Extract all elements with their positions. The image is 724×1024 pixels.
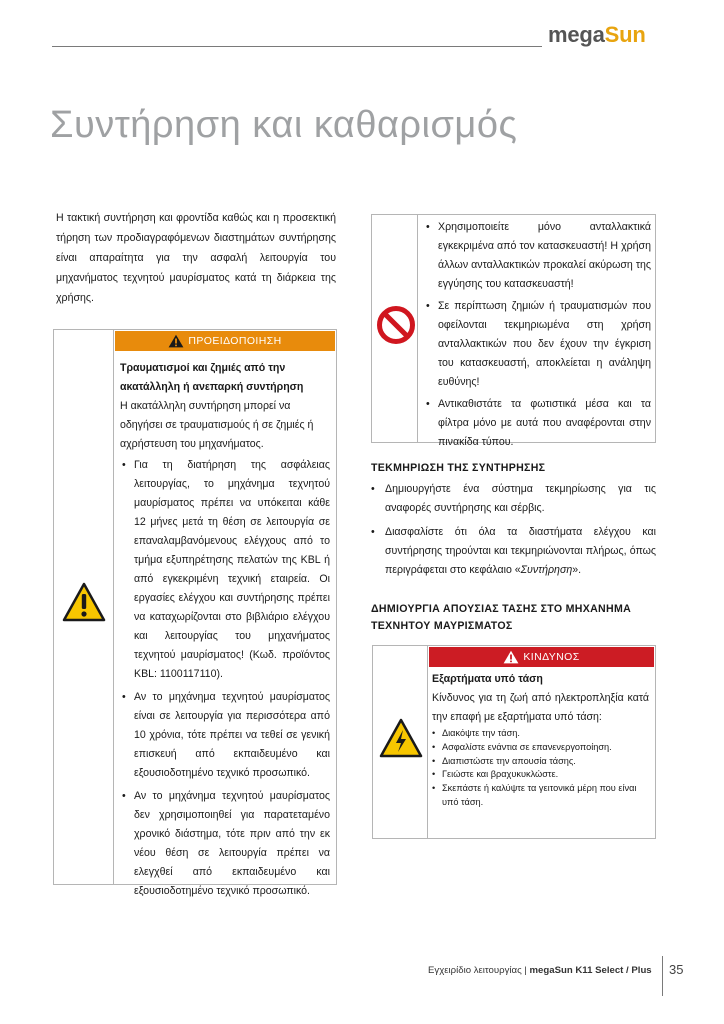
- header-rule: [52, 46, 542, 47]
- danger-header-bar: [429, 647, 654, 667]
- warning-icon-column: [54, 330, 114, 884]
- warning-small-icon: [168, 334, 184, 348]
- warning-body: [114, 351, 336, 901]
- warning-header-bar: [115, 331, 335, 351]
- prohibition-sign-icon: [376, 305, 416, 345]
- list-item: • Χρησιμοποιείτε μόνο ανταλλακτικά εγκεκριμένα από τον κατασκευαστή! Η χρήση άλλων ανταλλακτικών προκαλεί ακύρωση της εγγύησης του κατασκευαστή!: [424, 218, 651, 294]
- danger-small-icon: [503, 650, 519, 664]
- high-voltage-icon: [379, 718, 423, 758]
- list-item: • Γειώστε και βραχυκυκλώστε.: [432, 768, 649, 782]
- danger-content: [428, 646, 655, 810]
- warning-list: [120, 456, 330, 901]
- footer-text: [428, 965, 652, 976]
- intro-paragraph: Η τακτική συντήρηση και φροντίδα καθώς και η προσεκτική τήρηση των προδιαγραφόμενων διαστημάτων συντήρησης είναι απαραίτητα για την ασφαλή λειτουργία του μηχανήματος τεχνητού μαυρίσματος κατά τη διάρκεια της χρήσης.: [56, 212, 336, 304]
- maintenance-chapter-reference: Συντήρηση: [520, 564, 573, 576]
- danger-header-label: ΚΙΝΔΥΝΟΣ: [523, 651, 580, 663]
- list-item: • Διακόψτε την τάση.: [432, 727, 649, 741]
- list-item: • Σε περίπτωση ζημιών ή τραυματισμών που οφείλονται τεκμηριωμένα στη χρήση ανταλλακτικών που δεν έχουν την έγκριση του κατασκευαστή, αποκλείεται η ανάληψη ευθύνης!: [424, 297, 651, 392]
- list-item: • Αν το μηχάνημα τεχνητού μαυρίσματος δεν χρησιμοποιηθεί για παρατεταμένο χρονικό διάστημα, τότε πριν από την εκ νέου θέση σε λειτουργία πρέπει να ελεγχθεί από εκπαιδευμένο και εξουσιοδοτημένο τεχνικό προσωπικό.: [120, 787, 330, 901]
- logo-text-mega: mega: [548, 22, 605, 47]
- warning-text: Η ακατάλληλη συντήρηση μπορεί να οδηγήσει σε τραυματισμούς ή σε ζημιές ή αχρήστευση του μηχανήματος.: [120, 400, 314, 450]
- warning-header-label: ΠΡΟΕΙΔΟΠΟΙΗΣΗ: [188, 335, 282, 347]
- list-item: • Ασφαλίστε ενάντια σε επανενεργοποίηση.: [432, 741, 649, 755]
- page-title: Συντήρηση και καθαρισμός: [50, 104, 518, 146]
- danger-list: [432, 727, 649, 810]
- documentation-heading: ΤΕΚΜΗΡΙΩΣΗ ΤΗΣ ΣΥΝΤΗΡΗΣΗΣ: [371, 462, 546, 474]
- danger-body: [428, 667, 655, 810]
- warning-triangle-icon: [62, 582, 106, 622]
- disconnect-heading: ΔΗΜΙΟΥΡΓΙΑ ΑΠΟΥΣΙΑΣ ΤΑΣΗΣ ΣΤΟ ΜΗΧΑΝΗΜΑ ΤΕΧΝΗΤΟΥ ΜΑΥΡΙΣΜΑΤΟΣ: [371, 603, 632, 632]
- documentation-list: [371, 480, 656, 585]
- prohibition-list: [424, 218, 651, 452]
- list-item: • Αν το μηχάνημα τεχνητού μαυρίσματος είναι σε λειτουργία για περισσότερα από 10 χρόνια, τότε πρέπει να τεθεί σε γενική επισκευή από εκπαιδευμένο και εξουσιοδοτημένο τεχνικό προσωπικό.: [120, 688, 330, 783]
- footer-divider: [662, 956, 663, 996]
- list-item: • Δημιουργήστε ένα σύστημα τεκμηρίωσης για τις αναφορές συντήρησης και σέρβις.: [371, 480, 656, 518]
- list-item: • Διασφαλίστε ότι όλα τα διαστήματα ελέγχου και συντήρησης τηρούνται και τεκμηριώνονται πλήρως, όπως περιγράφεται στο κεφάλαιο «Συντήρηση».: [371, 523, 656, 580]
- prohibition-content: [418, 215, 655, 455]
- list-item: • Διαπιστώστε την απουσία τάσης.: [432, 755, 649, 769]
- prohibition-box: [371, 214, 656, 448]
- danger-text: Κίνδυνος για τη ζωή από ηλεκτροπληξία κατά την επαφή με εξαρτήματα υπό τάση:: [432, 692, 649, 723]
- danger-title: Εξαρτήματα υπό τάση: [432, 673, 543, 685]
- warning-title: Τραυματισμοί και ζημιές από την ακατάλληλη ή ανεπαρκή συντήρηση: [120, 362, 304, 393]
- prohibition-icon-column: [372, 215, 418, 442]
- warning-content: [114, 330, 336, 905]
- logo-text-sun: Sun: [604, 22, 646, 47]
- danger-box: [372, 645, 656, 839]
- list-item: • Αντικαθιστάτε τα φωτιστικά μέσα και τα φίλτρα μόνο με αυτά που αναφέρονται στην πινακίδα τύπου.: [424, 395, 651, 452]
- page-number: 35: [669, 962, 684, 977]
- list-item: • Για τη διατήρηση της ασφάλειας λειτουργίας, το μηχάνημα τεχνητού μαυρίσματος πρέπει να υπόκειται κάθε 12 μήνες μετά τη θέση σε λειτουργία σε επαναλαμβανόμενους ελέγχους από το τμήμα εξυπηρέτησης πελατών της KBL ή από εγκεκριμένη τεχνική εταιρεία. Οι εργασίες ελέγχου και συντήρησης πρέπει να καταχωρίζονται στο βιβλιάριο ελέγχου και λειτουργίας του μηχανήματος τεχνητού μαυρίσματος! (Κωδ. προϊόντος KBL: 1100117110).: [120, 456, 330, 684]
- danger-icon-column: [373, 646, 428, 838]
- footer-manual-label: Εγχειρίδιο λειτουργίας |: [428, 965, 530, 976]
- warning-box: [53, 329, 337, 897]
- footer-product-name: megaSun K11 Select / Plus: [529, 965, 652, 976]
- list-item: • Σκεπάστε ή καλύψτε τα γειτονικά μέρη που είναι υπό τάση.: [432, 782, 649, 810]
- brand-logo: [548, 22, 646, 50]
